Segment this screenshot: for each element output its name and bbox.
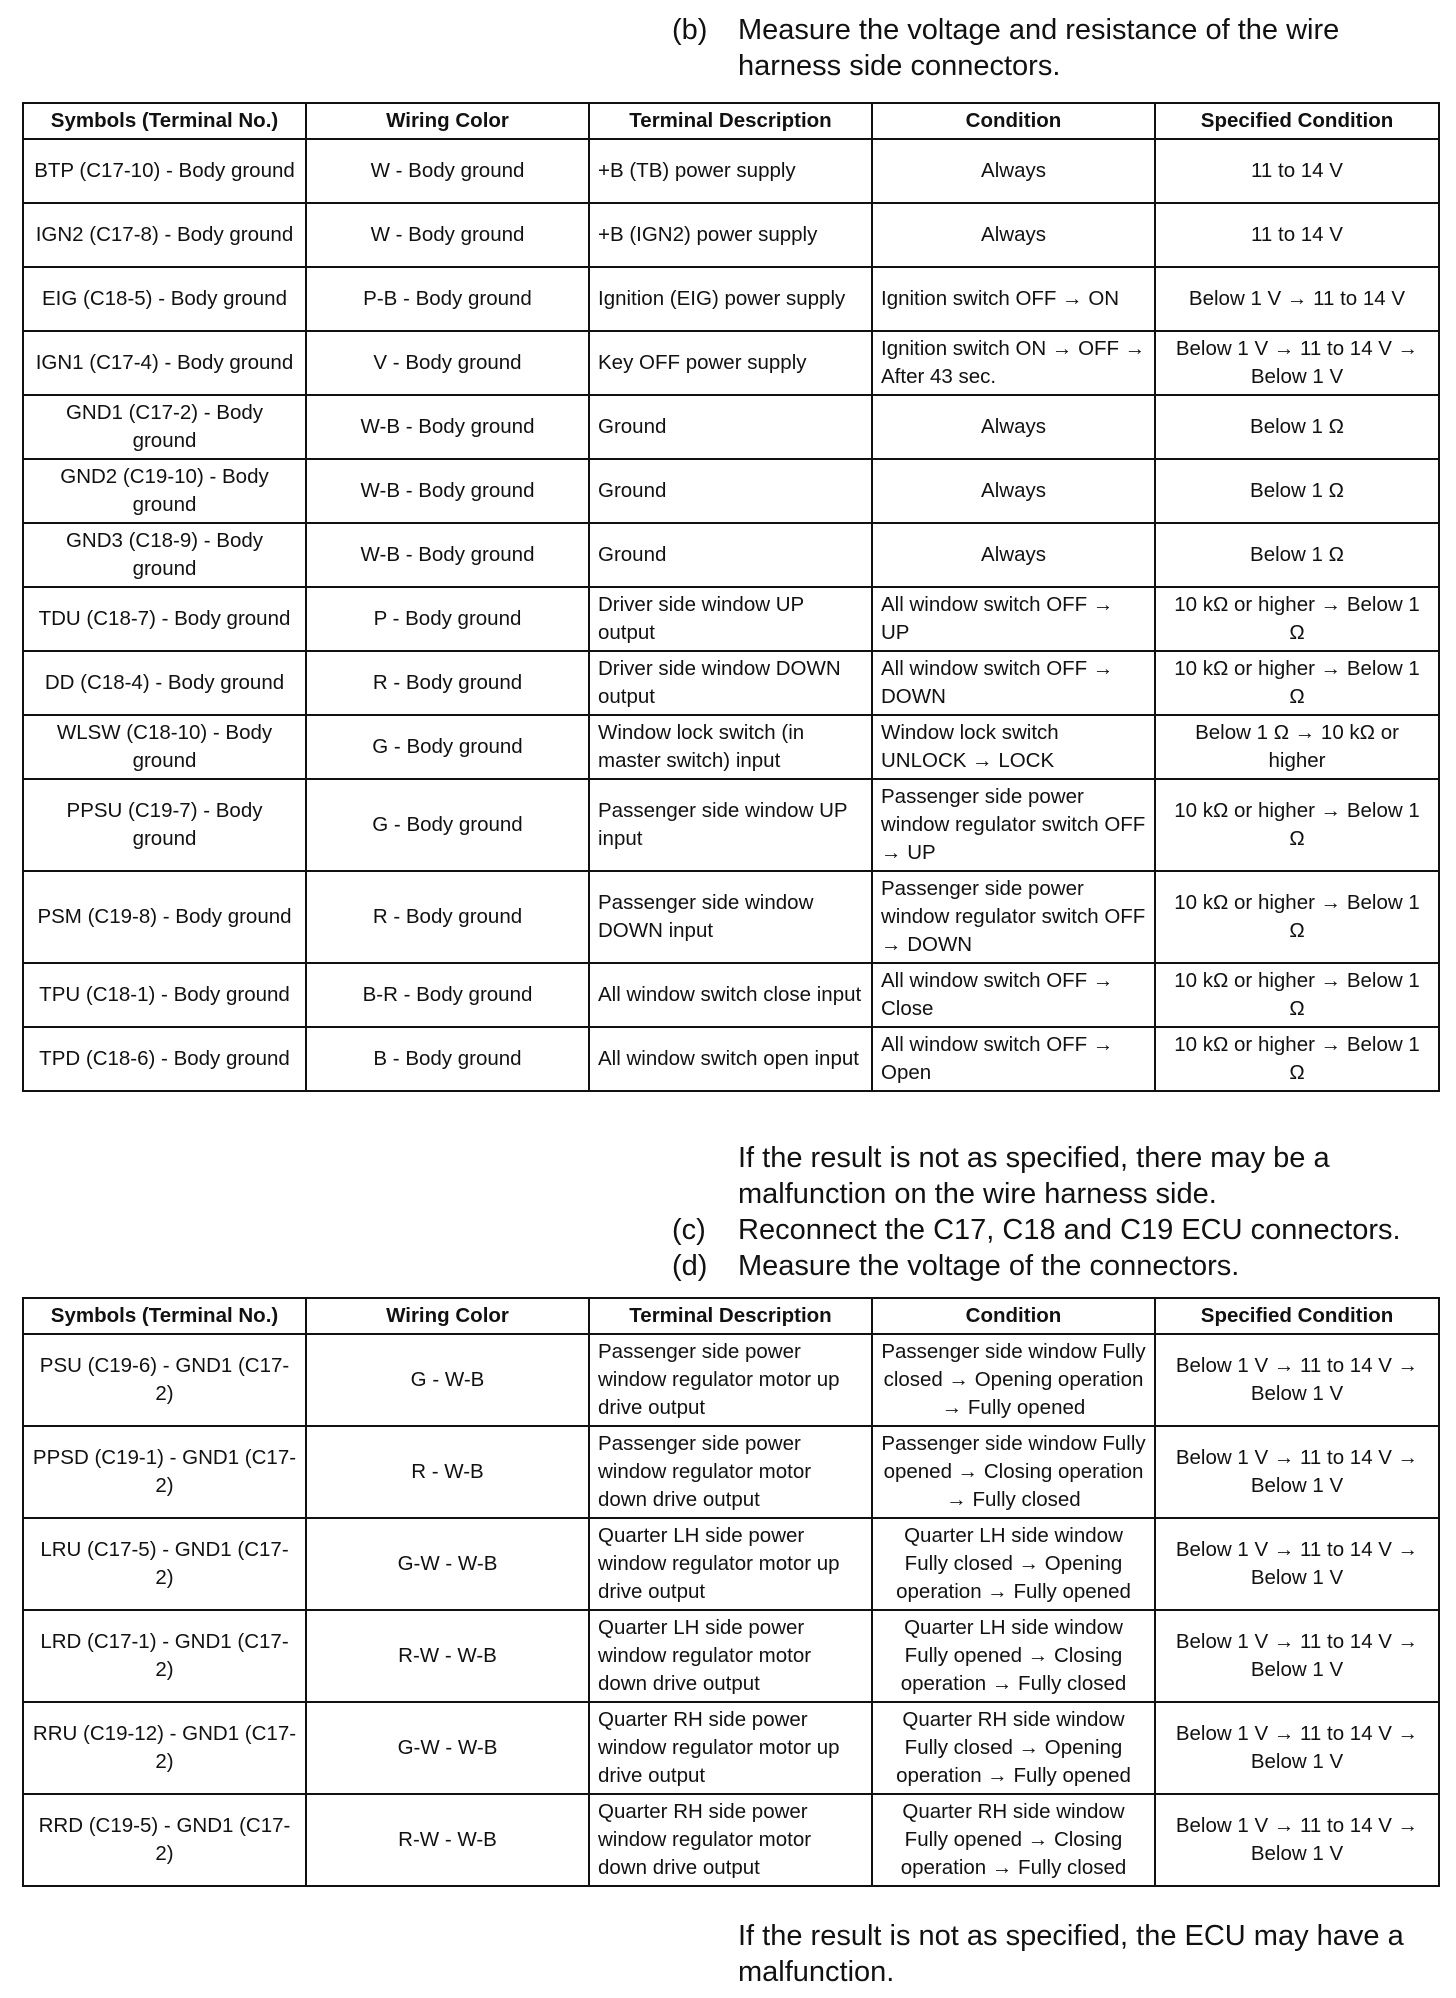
cell-symbol: GND2 (C19-10) - Body ground (23, 459, 306, 523)
cell-terminal-description: Ground (589, 523, 872, 587)
cell-terminal-description: Passenger side power window regulator motor up drive output (589, 1334, 872, 1426)
cell-terminal-description: Passenger side window DOWN input (589, 871, 872, 963)
cell-specified-condition: Below 1 Ω (1155, 459, 1439, 523)
step-b-text: Measure the voltage and resistance of the wire harness side connectors. (738, 14, 1340, 82)
cell-wiring-color: R-W - W-B (306, 1794, 589, 1886)
cell-wiring-color: W-B - Body ground (306, 395, 589, 459)
cell-symbol: LRD (C17-1) - GND1 (C17-2) (23, 1610, 306, 1702)
cell-condition: Quarter RH side window Fully opened → Closing operation → Fully closed (872, 1794, 1155, 1886)
cell-symbol: RRD (C19-5) - GND1 (C17-2) (23, 1794, 306, 1886)
cell-wiring-color: P - Body ground (306, 587, 589, 651)
cell-wiring-color: P-B - Body ground (306, 267, 589, 331)
cell-symbol: LRU (C17-5) - GND1 (C17-2) (23, 1518, 306, 1610)
cell-condition: Quarter LH side window Fully opened → Closing operation → Fully closed (872, 1610, 1155, 1702)
cell-wiring-color: W-B - Body ground (306, 523, 589, 587)
cell-specified-condition: Below 1 V → 11 to 14 V → Below 1 V (1155, 1518, 1439, 1610)
cell-symbol: PSU (C19-6) - GND1 (C17-2) (23, 1334, 306, 1426)
table-row (23, 779, 1439, 871)
cell-symbol: DD (C18-4) - Body ground (23, 651, 306, 715)
cell-symbol: PPSU (C19-7) - Body ground (23, 779, 306, 871)
cell-condition: Always (872, 395, 1155, 459)
header-terminal-description: Terminal Description (589, 1298, 872, 1334)
table-row (23, 871, 1439, 963)
table-row (23, 963, 1439, 1027)
cell-condition: Ignition switch ON → OFF → After 43 sec. (872, 331, 1155, 395)
header-terminal-description: Terminal Description (589, 103, 872, 139)
table-row (23, 1426, 1439, 1518)
step-d-text: Measure the voltage of the connectors. (738, 1250, 1240, 1282)
cell-symbol: WLSW (C18-10) - Body ground (23, 715, 306, 779)
cell-terminal-description: +B (IGN2) power supply (589, 203, 872, 267)
step-d-label: (d) (672, 1250, 708, 1282)
cell-specified-condition: Below 1 Ω → 10 kΩ or higher (1155, 715, 1439, 779)
cell-wiring-color: W-B - Body ground (306, 459, 589, 523)
cell-terminal-description: Driver side window DOWN output (589, 651, 872, 715)
cell-condition: Always (872, 459, 1155, 523)
cell-specified-condition: 10 kΩ or higher → Below 1 Ω (1155, 1027, 1439, 1091)
header-specified-condition: Specified Condition (1155, 1298, 1439, 1334)
note-harness-malfunction: If the result is not as specified, there may be a malfunction on the wire harness side. (738, 1142, 1330, 1210)
cell-specified-condition: Below 1 V → 11 to 14 V → Below 1 V (1155, 1702, 1439, 1794)
cell-condition: Passenger side power window regulator switch OFF → DOWN (872, 871, 1155, 963)
cell-symbol: BTP (C17-10) - Body ground (23, 139, 306, 203)
cell-wiring-color: R - Body ground (306, 871, 589, 963)
cell-condition: All window switch OFF → Open (872, 1027, 1155, 1091)
cell-specified-condition: 10 kΩ or higher → Below 1 Ω (1155, 779, 1439, 871)
cell-condition: All window switch OFF → UP (872, 587, 1155, 651)
table-row (23, 715, 1439, 779)
cell-specified-condition: Below 1 Ω (1155, 395, 1439, 459)
cell-specified-condition: Below 1 V → 11 to 14 V → Below 1 V (1155, 331, 1439, 395)
cell-condition: Always (872, 139, 1155, 203)
cell-condition: Always (872, 203, 1155, 267)
step-c-text: Reconnect the C17, C18 and C19 ECU connectors. (738, 1214, 1401, 1246)
cell-wiring-color: V - Body ground (306, 331, 589, 395)
cell-terminal-description: Ignition (EIG) power supply (589, 267, 872, 331)
cell-symbol: IGN2 (C17-8) - Body ground (23, 203, 306, 267)
header-specified-condition: Specified Condition (1155, 103, 1439, 139)
cell-terminal-description: All window switch close input (589, 963, 872, 1027)
step-c-label: (c) (672, 1214, 706, 1246)
cell-symbol: PSM (C19-8) - Body ground (23, 871, 306, 963)
header-condition: Condition (872, 1298, 1155, 1334)
cell-condition: Ignition switch OFF → ON (872, 267, 1155, 331)
cell-wiring-color: G-W - W-B (306, 1702, 589, 1794)
table-row (23, 267, 1439, 331)
cell-wiring-color: G - Body ground (306, 779, 589, 871)
header-symbols: Symbols (Terminal No.) (23, 1298, 306, 1334)
table-row (23, 203, 1439, 267)
table-row (23, 331, 1439, 395)
table-row (23, 1610, 1439, 1702)
cell-condition: Window lock switch UNLOCK → LOCK (872, 715, 1155, 779)
cell-wiring-color: B - Body ground (306, 1027, 589, 1091)
cell-terminal-description: Passenger side window UP input (589, 779, 872, 871)
cell-symbol: RRU (C19-12) - GND1 (C17-2) (23, 1702, 306, 1794)
table-row (23, 459, 1439, 523)
cell-symbol: GND1 (C17-2) - Body ground (23, 395, 306, 459)
cell-symbol: TDU (C18-7) - Body ground (23, 587, 306, 651)
cell-condition: Quarter RH side window Fully closed → Opening operation → Fully opened (872, 1702, 1155, 1794)
table-row (23, 651, 1439, 715)
cell-condition: All window switch OFF → Close (872, 963, 1155, 1027)
cell-terminal-description: Driver side window UP output (589, 587, 872, 651)
cell-terminal-description: Quarter RH side power window regulator motor up drive output (589, 1702, 872, 1794)
cell-condition: All window switch OFF → DOWN (872, 651, 1155, 715)
cell-condition: Passenger side window Fully opened → Closing operation → Fully closed (872, 1426, 1155, 1518)
table-row (23, 395, 1439, 459)
cell-wiring-color: R-W - W-B (306, 1610, 589, 1702)
cell-terminal-description: All window switch open input (589, 1027, 872, 1091)
cell-terminal-description: Window lock switch (in master switch) input (589, 715, 872, 779)
cell-wiring-color: G-W - W-B (306, 1518, 589, 1610)
cell-specified-condition: 10 kΩ or higher → Below 1 Ω (1155, 651, 1439, 715)
cell-condition: Always (872, 523, 1155, 587)
table-row (23, 523, 1439, 587)
cell-specified-condition: 10 kΩ or higher → Below 1 Ω (1155, 587, 1439, 651)
table-header-row (23, 1298, 1439, 1334)
header-symbols: Symbols (Terminal No.) (23, 103, 306, 139)
cell-terminal-description: Quarter LH side power window regulator motor up drive output (589, 1518, 872, 1610)
cell-wiring-color: W - Body ground (306, 139, 589, 203)
cell-symbol: IGN1 (C17-4) - Body ground (23, 331, 306, 395)
table-row (23, 1027, 1439, 1091)
cell-specified-condition: Below 1 Ω (1155, 523, 1439, 587)
cell-symbol: TPU (C18-1) - Body ground (23, 963, 306, 1027)
header-condition: Condition (872, 103, 1155, 139)
table-row (23, 1518, 1439, 1610)
cell-terminal-description: +B (TB) power supply (589, 139, 872, 203)
cell-wiring-color: W - Body ground (306, 203, 589, 267)
connector-voltage-table (22, 1297, 1440, 1887)
cell-condition: Quarter LH side window Fully closed → Opening operation → Fully opened (872, 1518, 1155, 1610)
cell-terminal-description: Key OFF power supply (589, 331, 872, 395)
cell-specified-condition: 10 kΩ or higher → Below 1 Ω (1155, 963, 1439, 1027)
cell-terminal-description: Quarter LH side power window regulator motor down drive output (589, 1610, 872, 1702)
cell-symbol: GND3 (C18-9) - Body ground (23, 523, 306, 587)
table-row (23, 139, 1439, 203)
header-wiring-color: Wiring Color (306, 1298, 589, 1334)
cell-wiring-color: G - Body ground (306, 715, 589, 779)
cell-terminal-description: Ground (589, 395, 872, 459)
table-row (23, 1334, 1439, 1426)
cell-condition: Passenger side power window regulator switch OFF → UP (872, 779, 1155, 871)
cell-specified-condition: Below 1 V → 11 to 14 V → Below 1 V (1155, 1794, 1439, 1886)
cell-specified-condition: Below 1 V → 11 to 14 V → Below 1 V (1155, 1426, 1439, 1518)
cell-specified-condition: 11 to 14 V (1155, 203, 1439, 267)
cell-symbol: EIG (C18-5) - Body ground (23, 267, 306, 331)
cell-specified-condition: Below 1 V → 11 to 14 V (1155, 267, 1439, 331)
cell-symbol: PPSD (C19-1) - GND1 (C17-2) (23, 1426, 306, 1518)
cell-condition: Passenger side window Fully closed → Opening operation → Fully opened (872, 1334, 1155, 1426)
cell-terminal-description: Ground (589, 459, 872, 523)
step-b-label: (b) (672, 14, 708, 46)
header-wiring-color: Wiring Color (306, 103, 589, 139)
cell-terminal-description: Quarter RH side power window regulator motor down drive output (589, 1794, 872, 1886)
cell-specified-condition: 10 kΩ or higher → Below 1 Ω (1155, 871, 1439, 963)
table-row (23, 1702, 1439, 1794)
cell-terminal-description: Passenger side power window regulator motor down drive output (589, 1426, 872, 1518)
table-row (23, 587, 1439, 651)
cell-specified-condition: Below 1 V → 11 to 14 V → Below 1 V (1155, 1334, 1439, 1426)
table-row (23, 1794, 1439, 1886)
cell-specified-condition: Below 1 V → 11 to 14 V → Below 1 V (1155, 1610, 1439, 1702)
cell-wiring-color: R - W-B (306, 1426, 589, 1518)
cell-wiring-color: G - W-B (306, 1334, 589, 1426)
table-header-row (23, 103, 1439, 139)
note-ecu-malfunction: If the result is not as specified, the ECU may have a malfunction. (738, 1920, 1404, 1988)
cell-specified-condition: 11 to 14 V (1155, 139, 1439, 203)
cell-wiring-color: B-R - Body ground (306, 963, 589, 1027)
cell-symbol: TPD (C18-6) - Body ground (23, 1027, 306, 1091)
cell-wiring-color: R - Body ground (306, 651, 589, 715)
harness-side-table (22, 102, 1440, 1092)
